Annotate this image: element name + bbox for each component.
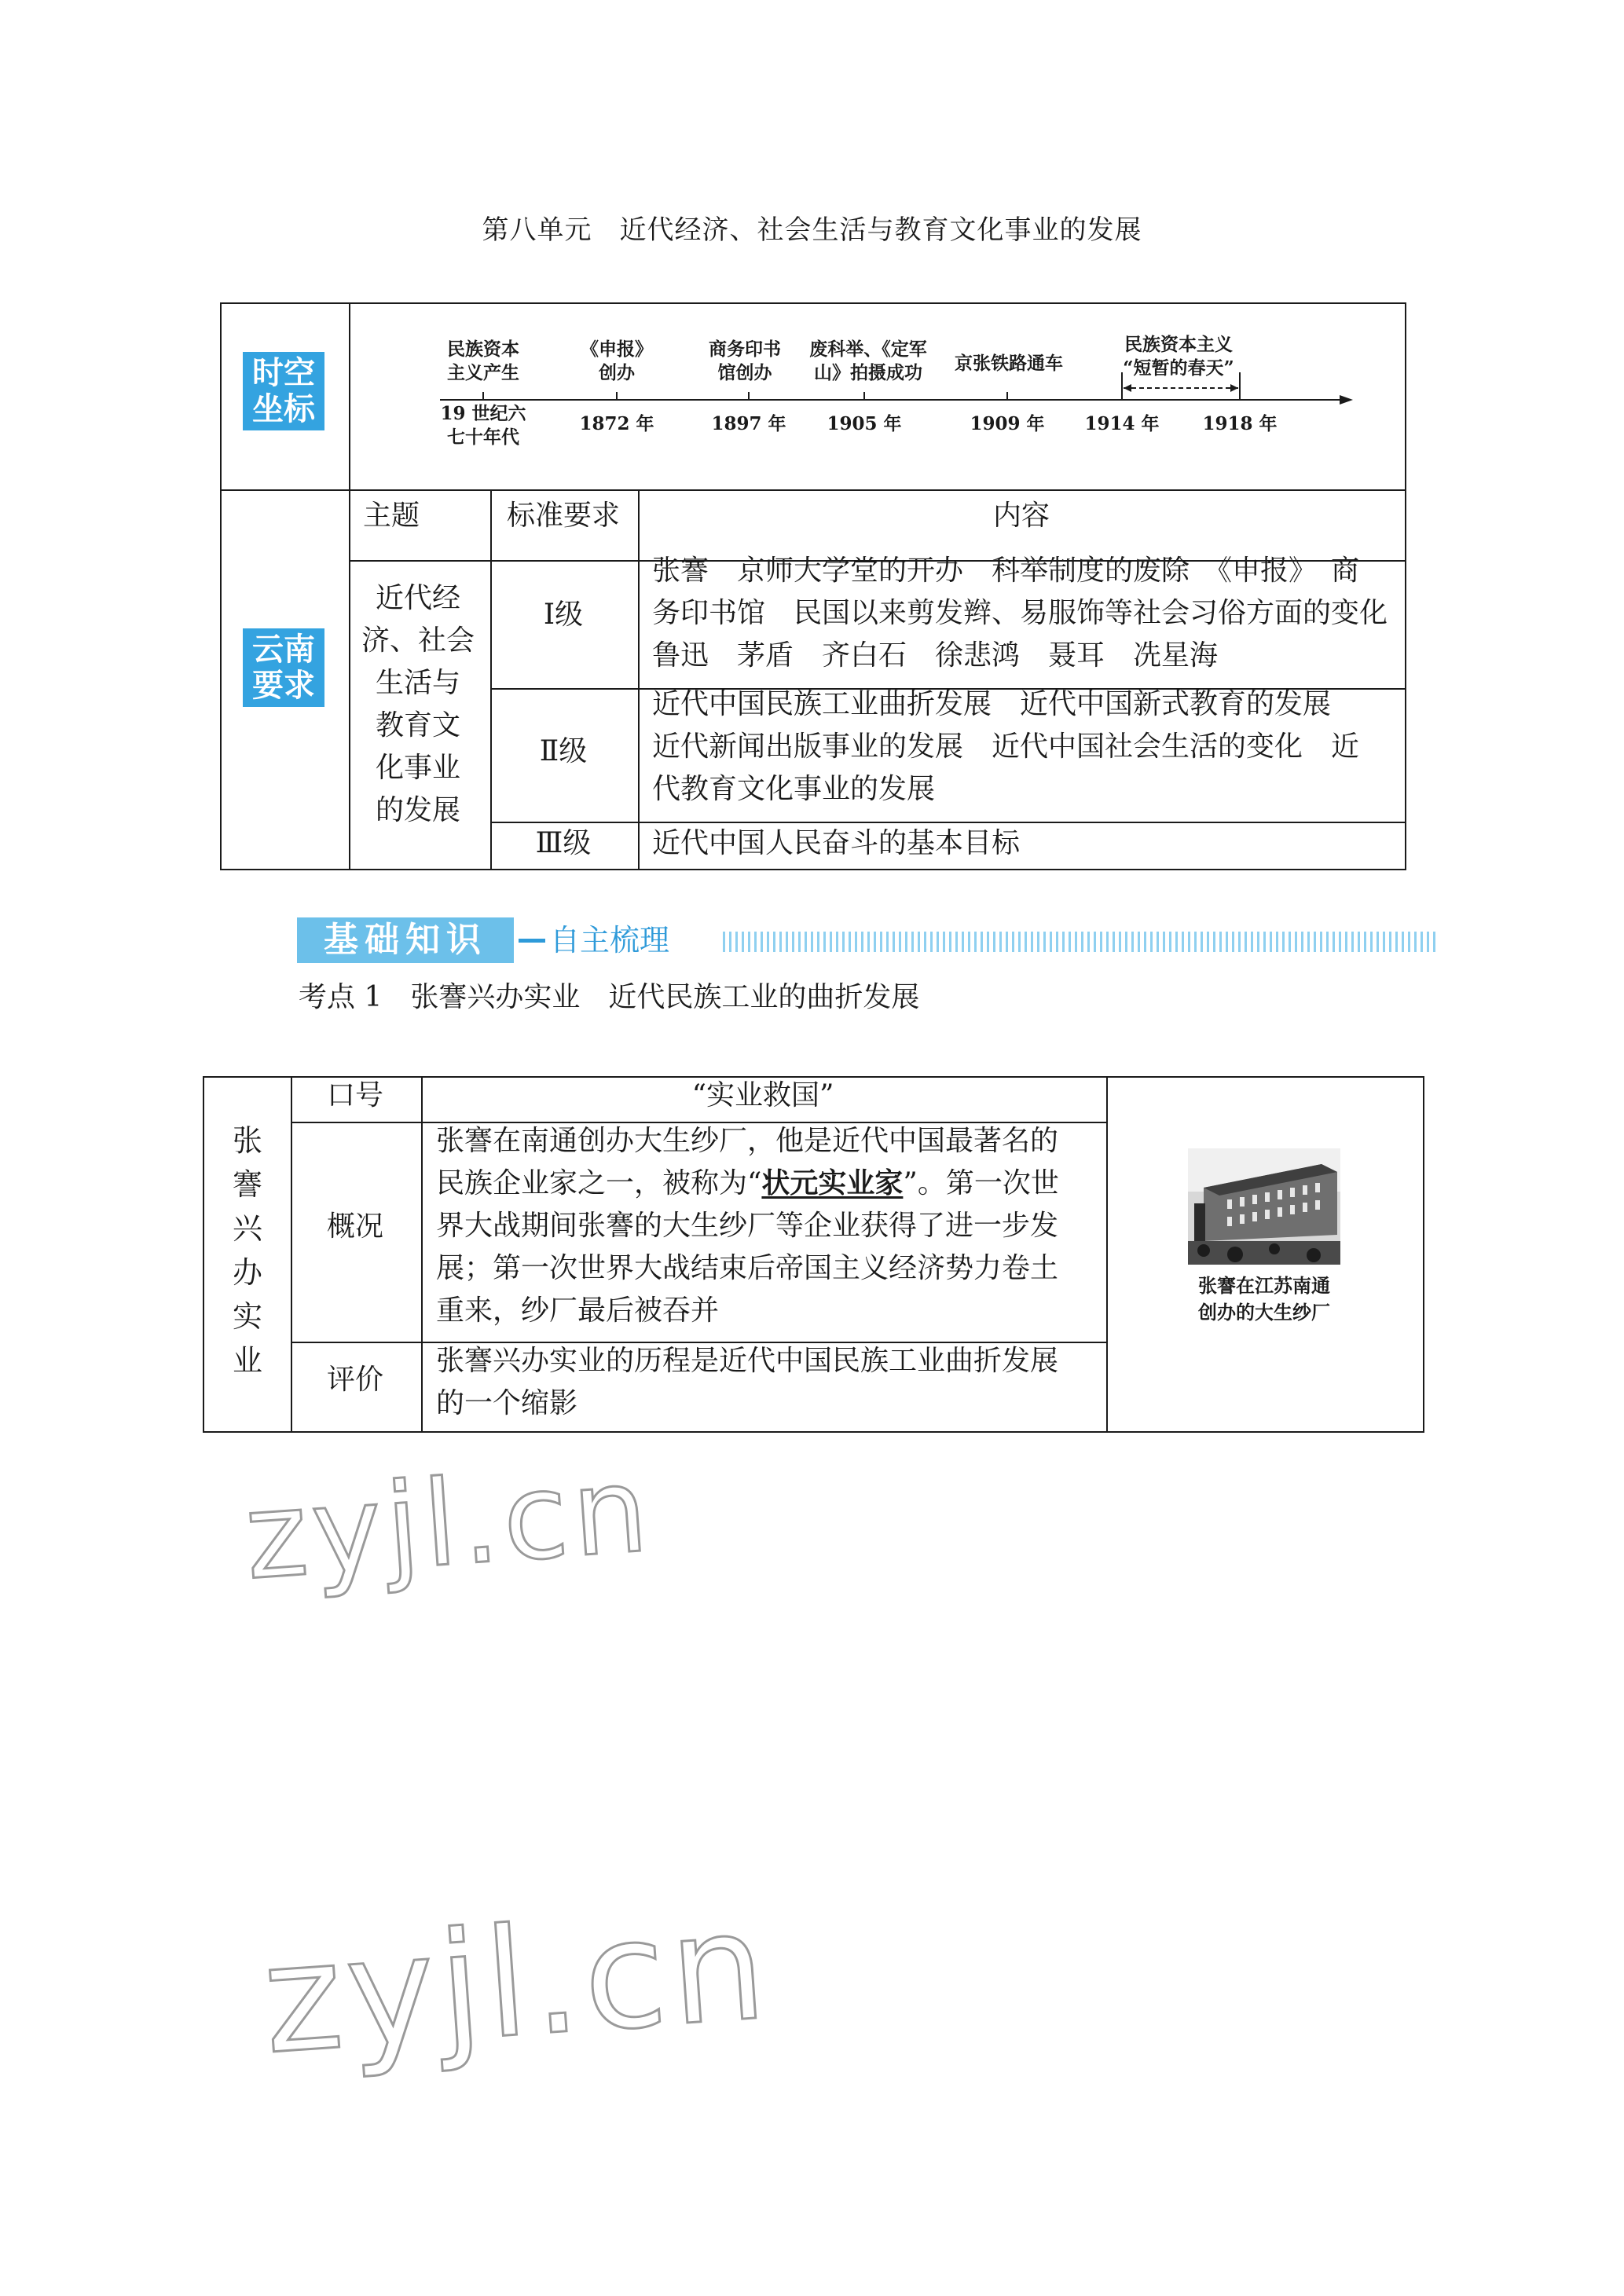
caption-line: 张謇在江苏南通 (1198, 1274, 1330, 1297)
content-line: 张謇在南通创办大生纱厂，他是近代中国最著名的 (436, 1125, 1059, 1157)
timeline-year (436, 402, 530, 449)
timeline-year: 1872 年 (579, 413, 654, 434)
content-line: 近代新闻出版事业的发展 近代中国社会生活的变化 近 (652, 731, 1360, 763)
level-content (652, 550, 1406, 677)
col-divider (490, 491, 492, 870)
content-line: 张謇 京师大学堂的开办 科举制度的废除 《申报》 商 (652, 555, 1360, 587)
event-text: 馆创办 (717, 362, 772, 383)
theme-line: 济、社会 (361, 624, 475, 657)
side-char: 实 (232, 1299, 262, 1334)
key-term: 状元实业家 (761, 1167, 904, 1199)
timeline-year: 1905 年 (827, 413, 902, 434)
yunnan-label-line: 要求 (252, 668, 315, 704)
theme-line: 生活与 (375, 667, 460, 699)
header-theme: 主题 (362, 500, 420, 532)
row-label-overview: 概况 (326, 1210, 383, 1243)
timeline-event (941, 352, 1076, 375)
timeline-label-line: 坐标 (252, 391, 315, 427)
timeline-event (574, 338, 660, 385)
timeline-label-line: 时空 (252, 355, 315, 391)
content-line: 张謇兴办实业的历程是近代中国民族工业曲折发展 (436, 1345, 1059, 1377)
side-char: 办 (232, 1255, 262, 1290)
content-line: 的一个缩影 (436, 1387, 578, 1419)
event-text: 京张铁路通车 (955, 353, 1063, 374)
event-text: 《申报》 (581, 339, 653, 360)
year-text: 七十年代 (447, 427, 519, 448)
timeline-event (1112, 333, 1245, 380)
header-standard: 标准要求 (506, 500, 620, 532)
col-divider (638, 491, 640, 870)
event-text: 废科举、《定军 (809, 339, 927, 360)
section-subtitle: 自主梳理 (550, 923, 670, 958)
watermark: zyjl.cn (240, 1441, 657, 1606)
content-line (436, 1163, 1104, 1205)
content-line: 鲁迅 茅盾 齐白石 徐悲鸿 聂耳 冼星海 (652, 639, 1219, 672)
dasheng-mill-photo (1188, 1148, 1340, 1265)
level-content (652, 683, 1406, 811)
side-char: 謇 (232, 1167, 262, 1202)
side-char: 业 (232, 1343, 262, 1378)
content-line: 近代中国民族工业曲折发展 近代中国新式教育的发展 (652, 688, 1332, 720)
content-line: 展；第一次世界大战结束后帝国主义经济势力卷土 (436, 1252, 1059, 1284)
col-divider (1106, 1078, 1108, 1431)
watermark: zyjl.cn (258, 1878, 775, 2088)
side-char: 张 (232, 1123, 262, 1158)
kaodian-title: 考点 1 张謇兴办实业 近代民族工业的曲折发展 (299, 981, 920, 1013)
row-divider (222, 489, 1405, 491)
caption-line: 创办的大生纱厂 (1198, 1301, 1330, 1324)
photo-caption (1175, 1273, 1354, 1326)
event-text: 山》拍摄成功 (814, 362, 922, 383)
side-char: 兴 (232, 1211, 262, 1246)
theme-line: 教育文 (375, 709, 460, 742)
evaluation-content (436, 1340, 1104, 1425)
section-title: 基础知识 (297, 917, 514, 963)
yunnan-label-line: 云南 (252, 632, 315, 668)
timeline-year: 1914 年 (1084, 413, 1160, 434)
theme-cell (349, 577, 487, 832)
timeline-year: 1897 年 (711, 413, 786, 434)
theme-line: 近代经 (375, 582, 460, 614)
zhangjian-side-label (224, 1119, 271, 1382)
timeline-event (436, 338, 530, 385)
level-cell: Ⅲ级 (535, 827, 592, 859)
event-text: 商务印书 (709, 339, 781, 360)
content-line: 界大战期间张謇的大生纱厂等企业获得了进一步发 (436, 1210, 1059, 1242)
slogan-content: “实业救国” (691, 1079, 834, 1111)
row-label-evaluation: 评价 (326, 1364, 383, 1396)
event-text: 民族资本主义 (1124, 334, 1233, 355)
event-text: 主义产生 (447, 362, 519, 383)
level-cell: Ⅰ级 (543, 599, 584, 631)
theme-line: 的发展 (375, 794, 460, 826)
content-text: ”。第一次世 (903, 1167, 1059, 1199)
yunnan-label (243, 628, 324, 707)
content-line: 重来，纱厂最后被吞并 (436, 1294, 720, 1327)
banner-dash (519, 939, 545, 943)
content-line: 代教育文化事业的发展 (652, 773, 936, 805)
banner-stripes (723, 932, 1439, 952)
event-text: 创办 (599, 362, 635, 383)
timeline-event (698, 338, 792, 385)
timeline-year: 1909 年 (970, 413, 1045, 434)
event-text: 民族资本 (447, 339, 519, 360)
theme-line: 化事业 (375, 752, 460, 784)
page-header-title: 第八单元 近代经济、社会生活与教育文化事业的发展 (482, 214, 1142, 246)
header-content: 内容 (992, 500, 1050, 532)
col-divider (421, 1078, 423, 1431)
timeline-label (243, 352, 324, 430)
content-text: 民族企业家之一，被称为“ (436, 1167, 762, 1199)
level-content (652, 822, 1406, 865)
timeline-year: 1918 年 (1202, 413, 1278, 434)
overview-content (436, 1120, 1104, 1332)
content-line: 务印书馆 民国以来剪发辫、易服饰等社会习俗方面的变化 (652, 597, 1388, 629)
level-cell: Ⅱ级 (539, 735, 588, 767)
content-line: 近代中国人民奋斗的基本目标 (652, 827, 1021, 859)
row-label-slogan: 口号 (326, 1079, 383, 1111)
timeline-event (797, 338, 939, 385)
event-text: “短暂的春天” (1123, 357, 1234, 379)
year-text: 19 世纪六 (440, 403, 526, 424)
